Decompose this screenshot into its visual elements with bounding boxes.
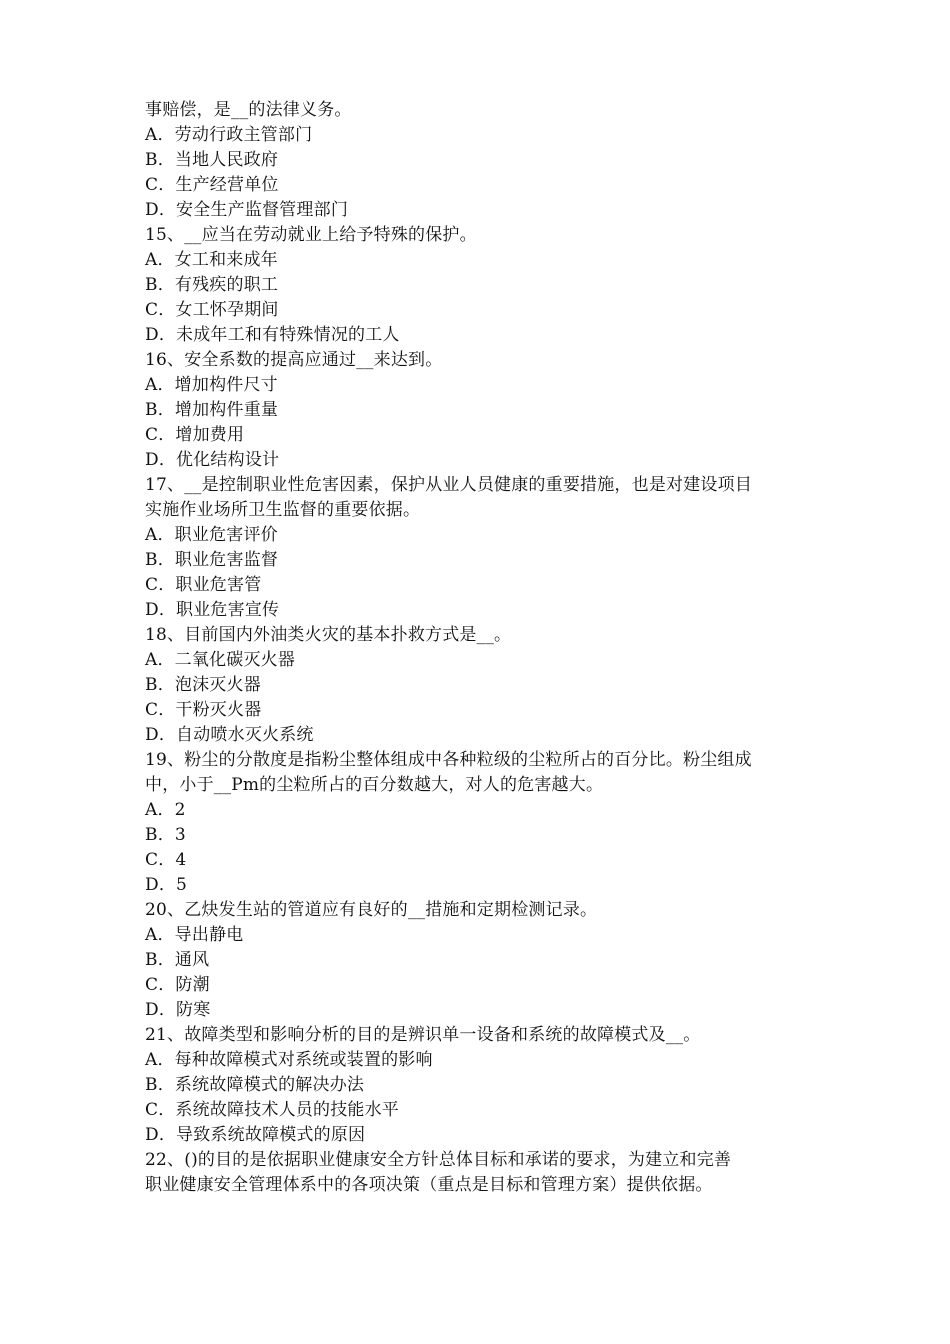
option-a: A．导出静电 [145, 925, 244, 945]
option-d: D．职业危害宣传 [145, 600, 280, 620]
option-c: C．女工怀孕期间 [145, 300, 279, 320]
option-d: D．导致系统故障模式的原因 [145, 1125, 366, 1145]
option-b: B．增加构件重量 [145, 400, 279, 420]
option-c: C．系统故障技术人员的技能水平 [145, 1100, 400, 1120]
question-17: 17、__是控制职业性危害因素，保护从业人员健康的重要措施，也是对建设项目 [145, 475, 753, 495]
option-a: A．职业危害评价 [145, 525, 278, 545]
document-body [145, 98, 813, 1198]
option-b: B．当地人民政府 [145, 150, 279, 170]
option-c: C．职业危害管 [145, 575, 262, 595]
option-c: C．4 [145, 850, 187, 870]
option-b: B．系统故障模式的解决办法 [145, 1075, 365, 1095]
option-a: A．女工和来成年 [145, 250, 278, 270]
question-16: 16、安全系数的提高应通过__来达到。 [145, 350, 443, 370]
question-18: 18、目前国内外油类火灾的基本扑救方式是__。 [145, 625, 512, 645]
question-15: 15、__应当在劳动就业上给予特殊的保护。 [145, 225, 477, 245]
option-a: A．劳动行政主管部门 [145, 125, 313, 145]
option-d: D．防寒 [145, 1000, 211, 1020]
option-d: D．自动喷水灭火系统 [145, 725, 314, 745]
question-21: 21、故障类型和影响分析的目的是辨识单一设备和系统的故障模式及__。 [145, 1025, 701, 1045]
question-17-continued: 实施作业场所卫生监督的重要依据。 [145, 500, 421, 520]
question-19: 19、粉尘的分散度是指粉尘整体组成中各种粒级的尘粒所占的百分比。粉尘组成 [145, 750, 752, 770]
option-b: B．职业危害监督 [145, 550, 279, 570]
text-line: 事赔偿，是__的法律义务。 [145, 100, 352, 120]
option-d: D．5 [145, 875, 188, 895]
option-c: C．防潮 [145, 975, 210, 995]
option-a: A．二氧化碳灭火器 [145, 650, 296, 670]
option-d: D．优化结构设计 [145, 450, 280, 470]
option-a: A．增加构件尺寸 [145, 375, 278, 395]
option-b: B．泡沫灭火器 [145, 675, 261, 695]
question-22: 22、()的目的是依据职业健康安全方针总体目标和承诺的要求，为建立和完善 [145, 1150, 732, 1170]
question-19-continued: 中，小于__Pm的尘粒所占的百分数越大，对人的危害越大。 [145, 775, 604, 795]
question-22-continued: 职业健康安全管理体系中的各项决策（重点是目标和管理方案）提供依据。 [145, 1175, 713, 1195]
option-d: D．未成年工和有特殊情况的工人 [145, 325, 400, 345]
option-b: B．有残疾的职工 [145, 275, 279, 295]
question-20: 20、乙炔发生站的管道应有良好的__措施和定期检测记录。 [145, 900, 598, 920]
option-c: C．干粉灭火器 [145, 700, 262, 720]
option-a: A．2 [145, 800, 186, 820]
option-c: C．生产经营单位 [145, 175, 279, 195]
option-d: D．安全生产监督管理部门 [145, 200, 349, 220]
option-a: A．每种故障模式对系统或装置的影响 [145, 1050, 433, 1070]
option-c: C．增加费用 [145, 425, 245, 445]
option-b: B．3 [145, 825, 186, 845]
option-b: B．通风 [145, 950, 210, 970]
